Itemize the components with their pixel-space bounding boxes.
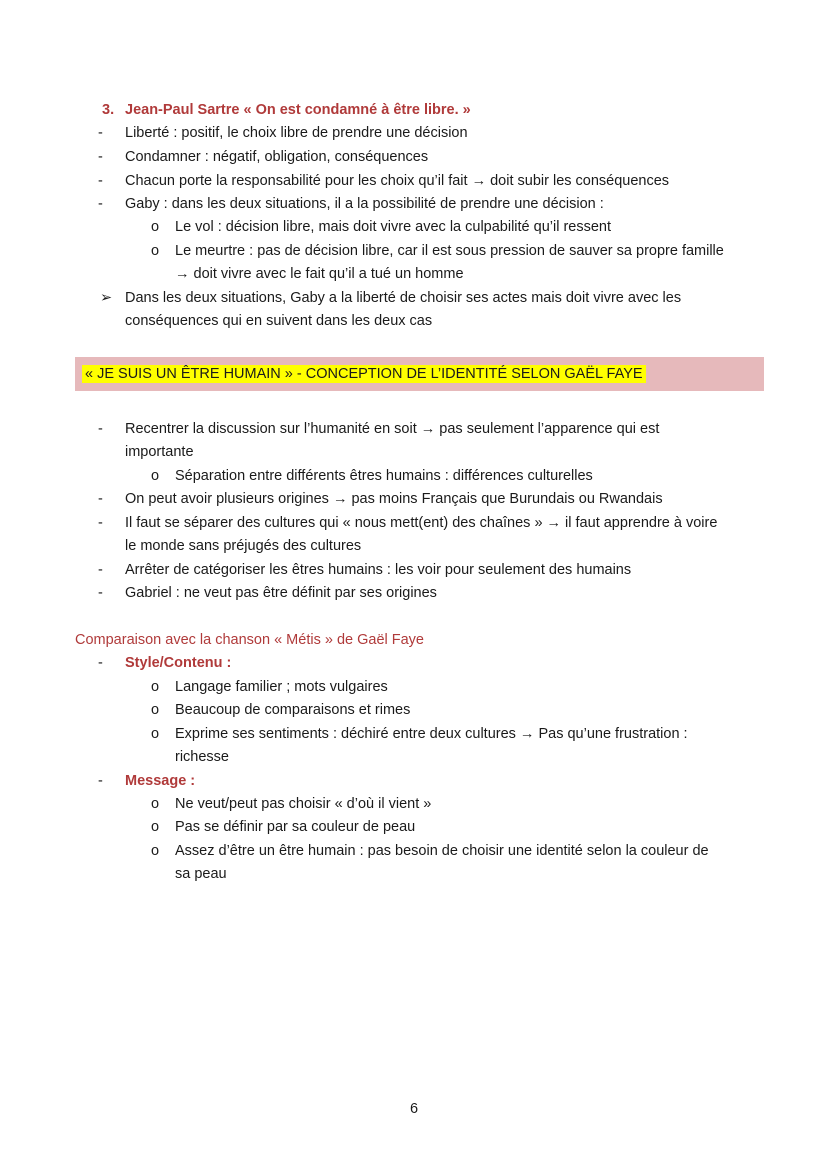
section-number: 3. [102,102,115,118]
list-item: Liberté : positif, le choix libre de prendre une décision [125,125,468,141]
dash-bullet: - [98,196,103,212]
sub-list-item-continued: sa peau [175,866,227,882]
list-item-continued: le monde sans préjugés des cultures [125,538,362,554]
conclusion-text-continued: conséquences qui en suivent dans les deux cas [125,313,433,329]
dash-bullet: - [98,562,103,578]
sub-list-item: Beaucoup de comparaisons et rimes [175,702,411,718]
conclusion-text: Dans les deux situations, Gaby a la liberté de choisir ses actes mais doit vivre avec les [125,290,682,306]
circle-bullet: o [151,726,160,742]
message-label: Message : [125,773,196,789]
section-heading: « JE SUIS UN ÊTRE HUMAIN » - CONCEPTION DE L’IDENTITÉ SELON GAËL FAYE [82,365,646,383]
list-item: Chacun porte la responsabilité pour les choix qu’il fait → doit subir les conséquences [125,173,670,189]
circle-bullet: o [151,819,160,835]
comparison-subheading: Comparaison avec la chanson « Métis » de Gaël Faye [75,632,424,648]
sub-list-item: Pas se définir par sa couleur de peau [175,819,416,835]
circle-bullet: o [151,679,160,695]
list-item: Arrêter de catégoriser les êtres humains : les voir pour seulement des humains [125,562,632,578]
list-item-continued: importante [125,444,194,460]
dash-bullet: - [98,491,103,507]
sub-list-item: Exprime ses sentiments : déchiré entre deux cultures → Pas qu’une frustration : [175,726,688,742]
list-item: Condamner : négatif, obligation, conséquences [125,149,429,165]
circle-bullet: o [151,843,160,859]
sub-list-item: Langage familier ; mots vulgaires [175,679,388,695]
dash-bullet: - [98,655,103,671]
circle-bullet: o [151,468,160,484]
circle-bullet: o [151,219,160,235]
dash-bullet: - [98,149,103,165]
arrow-bullet-icon: ➢ [100,290,113,306]
circle-bullet: o [151,702,160,718]
sub-list-item: Le meurtre : pas de décision libre, car il est sous pression de sauver sa propre famille [175,243,724,259]
circle-bullet: o [151,243,160,259]
dash-bullet: - [98,585,103,601]
sub-list-item: Ne veut/peut pas choisir « d’où il vient » [175,796,432,812]
dash-bullet: - [98,421,103,437]
list-item: On peut avoir plusieurs origines → pas moins Français que Burundais ou Rwandais [125,491,663,507]
list-item: Recentrer la discussion sur l’humanité en soit → pas seulement l’apparence qui est [125,421,660,437]
list-item: Il faut se séparer des cultures qui « nous mett(ent) des chaînes » → il faut apprendre à voire [125,515,718,531]
style-label: Style/Contenu : [125,655,232,671]
circle-bullet: o [151,796,160,812]
dash-bullet: - [98,173,103,189]
sub-list-item: Assez d’être un être humain : pas besoin de choisir une identité selon la couleur de [175,843,709,859]
list-item: Gaby : dans les deux situations, il a la possibilité de prendre une décision : [125,196,604,212]
list-item: Gabriel : ne veut pas être définit par ses origines [125,585,437,601]
sub-list-item-continued: → doit vivre avec le fait qu’il a tué un homme [175,266,464,282]
page-number: 6 [409,1101,419,1117]
sub-list-item-continued: richesse [175,749,229,765]
section-title: Jean-Paul Sartre « On est condamné à être libre. » [125,102,471,118]
sub-list-item: Le vol : décision libre, mais doit vivre avec la culpabilité qu’il ressent [175,219,612,235]
dash-bullet: - [98,515,103,531]
dash-bullet: - [98,773,103,789]
dash-bullet: - [98,125,103,141]
sub-list-item: Séparation entre différents êtres humains : différences culturelles [175,468,593,484]
